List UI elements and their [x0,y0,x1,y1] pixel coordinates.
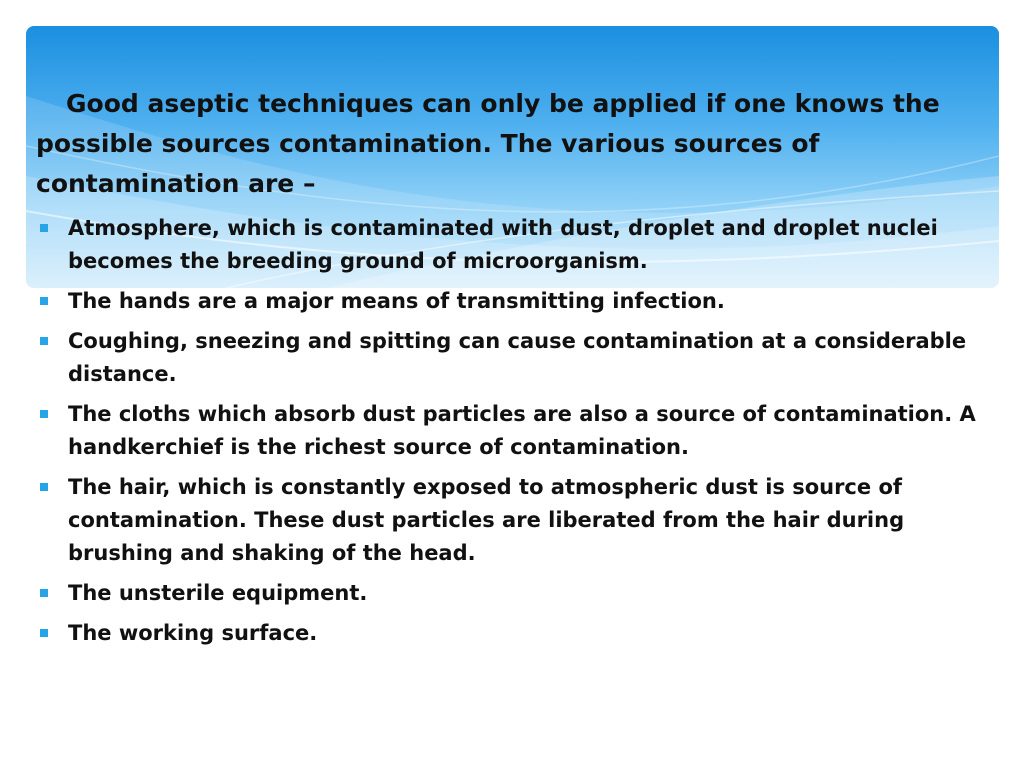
square-bullet-icon [40,297,48,305]
bullet-item [36,285,996,318]
square-bullet-icon [40,224,48,232]
bullet-item [36,212,996,278]
square-bullet-icon [40,589,48,597]
bullet-text: Atmosphere, which is contaminated with dust, droplet and droplet nuclei becomes the breeding ground of microorganism. [68,216,938,273]
bullet-text: The hands are a major means of transmitting infection. [68,289,725,313]
square-bullet-icon [40,483,48,491]
bullet-text: The unsterile equipment. [68,581,368,605]
square-bullet-icon [40,337,48,345]
bullet-item [36,577,996,610]
bullet-item [36,325,996,391]
bullet-text: The cloths which absorb dust particles are also a source of contamination. A handkerchief is the richest source of contamination. [68,402,976,459]
square-bullet-icon [40,629,48,637]
bullet-text: Coughing, sneezing and spitting can cause contamination at a considerable distance. [68,329,967,386]
slide-title: Good aseptic techniques can only be applied if one knows the possible sources contamination. The various sources of contamination are – [36,89,940,198]
bullet-text: The working surface. [68,621,318,645]
bullet-item [36,398,996,464]
bullet-list [36,212,996,657]
bullet-item [36,471,996,570]
bullet-text: The hair, which is constantly exposed to atmospheric dust is source of contamination. These dust particles are liberated from the hair during brushing and shaking of the head. [68,475,905,565]
square-bullet-icon [40,410,48,418]
bullet-item [36,617,996,650]
